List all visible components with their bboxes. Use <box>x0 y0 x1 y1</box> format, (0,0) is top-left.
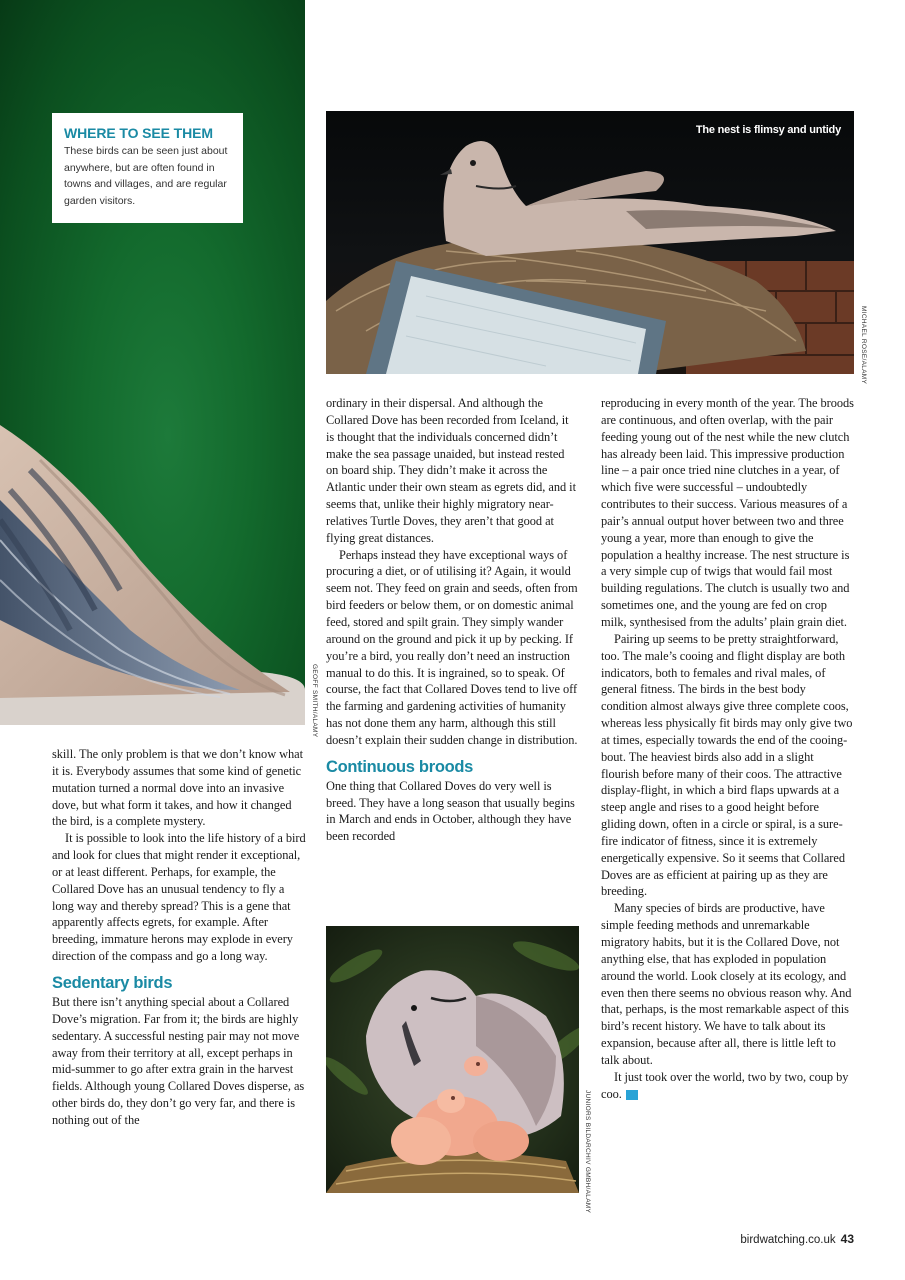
dove-wing-photo <box>0 0 305 725</box>
paragraph: Perhaps instead they have exceptional ways of procuring a diet, or of utilising it? Again, it would seem not. They feed on grain and seeds, often from bird feeders or below them, or on domestic animal feed, stored and spilt grain. They simply wander around on the ground and pick it up by pecking. If you’re a bird, you really don’t need an instruction manual to do this. It is ingrained, so to speak. Of course, the fact that Collared Doves tend to live off the farming and gardening activities of humanity has not done them any harm, although this still doesn’t explain their sudden change in distribution. <box>326 547 578 747</box>
nest-caption: The nest is flimsy and untidy <box>695 124 841 136</box>
paragraph: Pairing up seems to be pretty straightforward, too. The male’s cooing and flight display are both indicators, both to females and rival males, of general fitness. The birds in the best body condition almost always give three complete coos, whereas less physically fit birds may only give two at times, especially towards the end of the cooing-bout. The heaviest birds also add in a slight flourish before many of their coos. The attractive display-flight, in which a bird flaps upwards at a steep angle and rises to a good height before gliding down, often in a circle or spiral, is a sure-fire indicator of fitness, since it is extremely energetically expensive. So it seems that Collared Doves are as efficient at pairing up as they are breeding. <box>601 631 853 899</box>
section-heading-continuous: Continuous broods <box>326 757 474 776</box>
paragraph: reproducing in every month of the year. The broods are continuous, and often overlap, with the pair feeding young out of the nest while the new clutch has already been laid. This impressive production line – a pair once tried nine clutches in a year, of which five were successful – undoubtedly contributes to their success. Various measures of a pair’s annual output hover between two and three young a year, more than enough to give the population a healthy increase. The nest structure is a very simple cup of twigs that would fail most building regulations. The clutch is usually two and sometimes one, and the young are fed on crop milk, synthesised from the adults’ plain grain diet. <box>601 396 854 629</box>
paragraph: One thing that Collared Doves do very well is breed. They have a long season that usually begins in March and ends in October, although they have been recorded <box>326 778 575 844</box>
nest-photo <box>326 111 854 374</box>
text-column-middle <box>326 395 579 845</box>
left-photo-credit: GEOFF SMITH/ALAMY <box>311 664 318 738</box>
text-column-left <box>52 746 307 1129</box>
paragraph: It is possible to look into the life history of a bird and look for clues that might render it exceptional, or at least different. Perhaps, for example, the Collared Dove has an unusual tendency to fly a long way and thereby spread? This is a gene that apparently affects egrets, for example. After breeding, immature herons may explode in every direction of the compass and go a long way. <box>52 831 306 964</box>
text-column-right <box>601 395 854 1102</box>
footer-site-link[interactable]: birdwatching.co.uk <box>740 1234 836 1246</box>
page-number: 43 <box>840 1232 854 1246</box>
info-box-title: WHERE TO SEE THEM <box>64 125 213 141</box>
chicks-illustration <box>326 926 579 1193</box>
paragraph: But there isn’t anything special about a Collared Dove’s migration. Far from it; the birds are highly sedentary. A successful nesting pair may not move away from their territory at all, except perhaps in mid-summer to go after extra grain in the harvest fields. Although young Collared Doves disperse, as other birds do, they don’t go very far, and there is nothing out of the <box>52 994 305 1127</box>
dove-wing-illustration <box>0 0 305 725</box>
section-heading-sedentary: Sedentary birds <box>52 973 173 992</box>
end-mark-logo: BW <box>626 1090 638 1100</box>
nest-illustration <box>326 111 854 374</box>
paragraph <box>601 1069 854 1103</box>
where-to-see-box <box>52 113 243 223</box>
info-box-text: These birds can be seen just about anywhere, but are often found in towns and villages, and are regular garden visitors. <box>64 145 228 207</box>
page-footer <box>740 1232 854 1246</box>
nest-photo-credit: MICHAEL ROSE/ALAMY <box>860 306 867 385</box>
closing-line: It just took over the world, two by two, coup by coo. <box>601 1069 849 1101</box>
paragraph: ordinary in their dispersal. And although the Collared Dove has been recorded from Iceland, it is thought that the individuals concerned didn’t make the sea passage unaided, but instead rested on board ship. They didn’t make it across the Atlantic under their own steam as egrets did, and it seems that, unlike their highly migratory near-relatives Turtle Doves, they aren’t that good at flying great distances. <box>326 396 576 545</box>
chicks-photo <box>326 926 579 1193</box>
paragraph: skill. The only problem is that we don’t know what it is. Everybody assumes that some kind of genetic mutation turned a normal dove into an invasive dove, but what form it takes, and how it changed the bird, is a complete mystery. <box>52 747 304 829</box>
paragraph: Many species of birds are productive, have simple feeding methods and unremarkable migratory habits, but it is the Collared Dove, not anything else, that has exploded in population around the world. Look closely at its ecology, and even then there seems no obvious reason why. And that, perhaps, is the most remarkable aspect of this bird’s recent history. We have to talk about its expansion, because after all, there is little left to talk about. <box>601 901 852 1067</box>
chicks-photo-credit: JUNIORS BILDARCHIV GMBH/ALAMY <box>584 1090 591 1214</box>
